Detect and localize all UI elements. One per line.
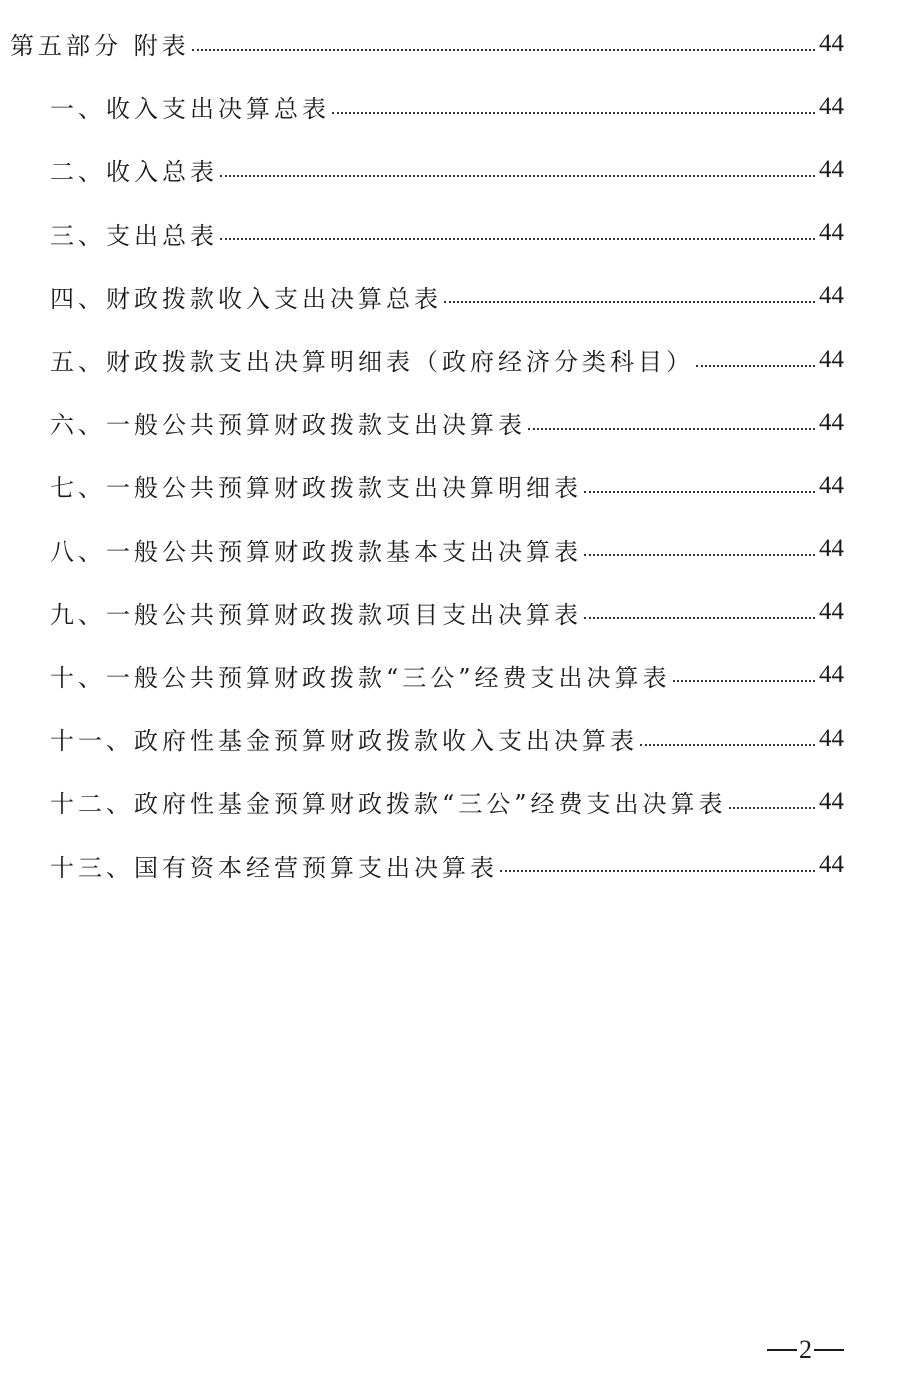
toc-dot-leader: [673, 656, 815, 682]
footer-dash-left: [767, 1349, 797, 1351]
toc-entry-page: 44: [819, 724, 844, 752]
toc-dot-leader: [640, 720, 815, 746]
toc-dot-leader: [500, 846, 815, 872]
toc-entry-label: 六、一般公共预算财政拨款支出决算表: [50, 411, 526, 440]
toc-entry-label: 第五部分 附表: [10, 32, 190, 61]
toc-entry-1[interactable]: [0, 75, 900, 138]
toc-entry-4[interactable]: [0, 265, 900, 328]
toc-dot-leader: [192, 25, 815, 51]
toc-entry-page: 44: [819, 598, 844, 626]
toc-entry-label: 十一、政府性基金预算财政拨款收入支出决算表: [50, 727, 638, 756]
toc-entry-label: 八、一般公共预算财政拨款基本支出决算表: [50, 537, 582, 566]
toc-dot-leader: [696, 341, 815, 367]
toc-entry-page: 44: [819, 92, 844, 120]
toc-entry-label: 九、一般公共预算财政拨款项目支出决算表: [50, 600, 582, 629]
toc-entry-2[interactable]: [0, 138, 900, 201]
toc-dot-leader: [528, 404, 815, 430]
toc-dot-leader: [220, 151, 815, 177]
toc-dot-leader: [220, 214, 815, 240]
toc-dot-leader: [584, 530, 815, 556]
toc-dot-leader: [332, 88, 815, 114]
toc-entry-page: 44: [819, 345, 844, 373]
toc-entry-7[interactable]: [0, 454, 900, 517]
toc-entry-part5-appendix[interactable]: [0, 12, 900, 75]
toc-entry-page: 44: [819, 471, 844, 499]
toc-entry-label: 一、收入支出决算总表: [50, 95, 330, 124]
page-footer: [767, 1335, 844, 1365]
toc-entry-9[interactable]: [0, 581, 900, 644]
toc-entry-page: 44: [819, 408, 844, 436]
page-number: 2: [799, 1335, 812, 1364]
toc-entry-label: 三、支出总表: [50, 221, 218, 250]
toc-entry-label: 五、财政拨款支出决算明细表（政府经济分类科目）: [50, 348, 694, 377]
toc-entry-page: 44: [819, 282, 844, 310]
toc-entry-5[interactable]: [0, 328, 900, 391]
toc-entry-10[interactable]: [0, 644, 900, 707]
toc-entry-3[interactable]: [0, 202, 900, 265]
footer-dash-right: [814, 1349, 844, 1351]
toc-dot-leader: [584, 467, 815, 493]
toc-entry-page: 44: [819, 535, 844, 563]
toc-entry-label: 十、一般公共预算财政拨款“三公”经费支出决算表: [50, 663, 671, 692]
toc-entry-13[interactable]: [0, 833, 900, 896]
toc-entry-page: 44: [819, 661, 844, 689]
toc-entry-label: 四、财政拨款收入支出决算总表: [50, 284, 442, 313]
toc-entry-page: 44: [819, 787, 844, 815]
toc-entry-page: 44: [819, 219, 844, 247]
toc-entry-12[interactable]: [0, 770, 900, 833]
toc-dot-leader: [729, 783, 815, 809]
toc-entry-label: 七、一般公共预算财政拨款支出决算明细表: [50, 474, 582, 503]
toc-dot-leader: [584, 593, 815, 619]
toc-entry-11[interactable]: [0, 707, 900, 770]
toc-entry-page: 44: [819, 29, 844, 57]
toc-entry-page: 44: [819, 155, 844, 183]
toc-entry-6[interactable]: [0, 391, 900, 454]
toc-dot-leader: [444, 277, 815, 303]
toc-entry-label: 十二、政府性基金预算财政拨款“三公”经费支出决算表: [50, 790, 727, 819]
toc-entry-page: 44: [819, 851, 844, 879]
toc-entry-8[interactable]: [0, 518, 900, 581]
toc-entry-label: 十三、国有资本经营预算支出决算表: [50, 853, 498, 882]
toc-entry-label: 二、收入总表: [50, 158, 218, 187]
table-of-contents: [0, 12, 900, 897]
